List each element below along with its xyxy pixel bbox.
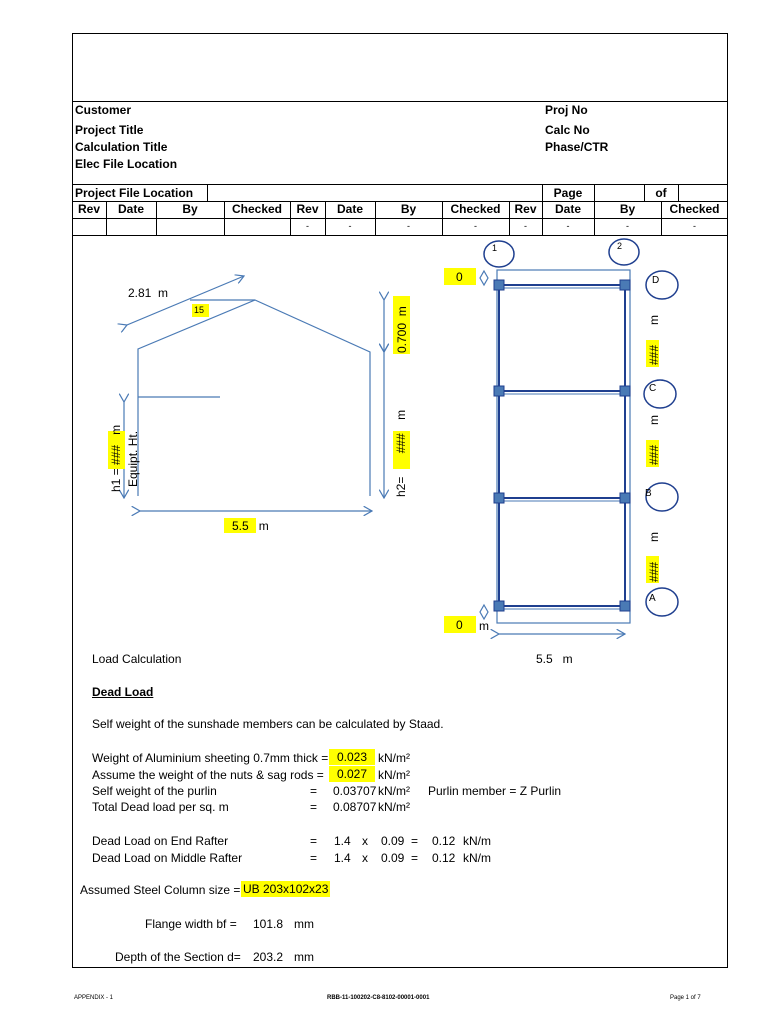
unit: kN/m²	[378, 751, 410, 765]
rev-col-header: Rev	[296, 202, 319, 216]
h2-dim	[394, 410, 408, 497]
date-col-header: Date	[117, 202, 144, 216]
equals: =	[411, 834, 419, 848]
bottom-offset-marker	[480, 605, 488, 619]
ridge-height-value: 0.700	[395, 322, 409, 353]
unit: m	[647, 531, 661, 542]
equals: =	[310, 834, 318, 848]
row-label-d: D	[652, 275, 660, 286]
unit: m	[479, 619, 489, 633]
date-cell: -	[566, 221, 570, 231]
column-nodes	[494, 280, 630, 611]
checked-col-header: Checked	[669, 202, 720, 216]
footer-appendix: APPENDIX - 1	[74, 995, 114, 1001]
load-calc-heading: Load Calculation	[92, 652, 182, 666]
load: 0.09	[381, 834, 405, 848]
row-label-c: C	[649, 383, 657, 394]
h1-dim	[109, 425, 123, 492]
bottom-offset-value: 0	[456, 618, 463, 632]
rafter-length	[128, 286, 168, 300]
ridge-height	[395, 306, 409, 353]
by-cell: -	[626, 221, 629, 231]
unit: m	[158, 286, 169, 300]
footer-doc-number: RBB-11-100202-C8-8102-00001-0001	[327, 995, 430, 1001]
unit: m	[647, 414, 661, 425]
load: 0.09	[381, 851, 405, 865]
checked-cell: -	[474, 221, 477, 231]
of-label: of	[655, 186, 667, 200]
project-title-label: Project Title	[75, 123, 144, 137]
plan-drawing	[444, 239, 678, 634]
rev-cell: -	[306, 221, 309, 231]
grid-label-2: 2	[617, 241, 623, 251]
times: x	[362, 834, 368, 848]
self-weight-note: Self weight of the sunshade members can be calculated by Staad.	[92, 717, 444, 731]
by-col-header: By	[400, 202, 417, 216]
plan-purlins	[499, 288, 625, 609]
end-rafter-result: 0.12	[432, 834, 456, 848]
bay-spacing	[647, 315, 661, 365]
end-rafter-label: Dead Load on End Rafter	[92, 834, 229, 848]
row-label-a: A	[649, 593, 656, 604]
elevation-drawing	[124, 276, 384, 511]
grid-label-1: 1	[492, 243, 498, 253]
equals: =	[411, 851, 419, 865]
building-outline	[138, 300, 370, 496]
column-size-label: Assumed Steel Column size =	[80, 883, 241, 897]
total-dead-load-value: 0.08707	[333, 800, 377, 814]
total-dead-load-label: Total Dead load per sq. m	[92, 800, 229, 814]
footer-page: Page 1 of 7	[670, 995, 701, 1001]
unit: kN/m²	[378, 784, 410, 798]
unit: m	[647, 314, 661, 325]
bay-spacing	[647, 415, 661, 465]
unit: m	[258, 519, 269, 533]
purlin-weight-value: 0.03707	[333, 784, 377, 798]
project-file-location-label: Project File Location	[75, 186, 194, 200]
section-depth-label: Depth of the Section d=	[115, 950, 241, 964]
unit: kN/m	[463, 851, 491, 865]
h2-label: h2=	[394, 476, 408, 497]
by-cell: -	[407, 221, 410, 231]
plan-outline	[497, 270, 630, 623]
dead-load-heading: Dead Load	[92, 685, 154, 699]
factor: 1.4	[334, 851, 351, 865]
by-col-header: By	[619, 202, 636, 216]
equals: =	[310, 851, 318, 865]
nuts-weight-label: Assume the weight of the nuts & sag rods =	[92, 768, 324, 782]
sheeting-weight-label: Weight of Aluminium sheeting 0.7mm thick =	[92, 751, 329, 765]
rev-col-header: Rev	[514, 202, 537, 216]
h2-value: ###	[394, 433, 408, 454]
angle-value: 15	[194, 305, 205, 315]
unit: kN/m²	[378, 768, 410, 782]
purlin-weight-label: Self weight of the purlin	[92, 784, 217, 798]
nuts-weight-value: 0.027	[329, 766, 375, 782]
rafter-length-value: 2.81	[128, 286, 152, 300]
plan-frame	[499, 285, 625, 606]
sheeting-weight-value: 0.023	[329, 749, 375, 765]
checked-col-header: Checked	[231, 202, 283, 216]
bay-spacing-value: ###	[647, 561, 661, 582]
unit: m	[109, 424, 123, 435]
date-cell: -	[348, 221, 352, 231]
equals: =	[310, 800, 318, 814]
times: x	[362, 851, 368, 865]
customer-label: Customer	[75, 103, 132, 117]
unit: mm	[294, 917, 314, 931]
elec-file-location-label: Elec File Location	[75, 157, 178, 171]
page-label: Page	[553, 186, 583, 200]
section-depth-value: 203.2	[253, 950, 284, 964]
equipment-height-label: Equipt. Ht.	[126, 430, 140, 487]
column-size-value: UB 203x102x23	[243, 882, 329, 896]
span-dim	[232, 519, 269, 533]
row-label-b: B	[645, 488, 652, 499]
bay-spacing-value: ###	[647, 444, 661, 465]
calc-no-label: Calc No	[545, 123, 590, 137]
factor: 1.4	[334, 834, 351, 848]
span-value: 5.5	[232, 519, 249, 533]
unit: kN/m²	[378, 800, 410, 814]
phase-label: Phase/CTR	[545, 140, 609, 154]
unit: m	[394, 409, 408, 420]
checked-col-header: Checked	[450, 202, 501, 216]
proj-no-label: Proj No	[545, 103, 588, 117]
equals: =	[310, 784, 318, 798]
rev-col-header: Rev	[77, 202, 100, 216]
unit: m	[395, 306, 409, 317]
bay-spacing-value: ###	[647, 344, 661, 365]
h1-label: h1 =	[109, 468, 123, 492]
date-col-header: Date	[336, 202, 363, 216]
bay-spacing	[647, 532, 661, 582]
middle-rafter-label: Dead Load on Middle Rafter	[92, 851, 243, 865]
middle-rafter-result: 0.12	[432, 851, 456, 865]
purlin-member: Purlin member = Z Purlin	[428, 784, 562, 798]
h1-value: ###	[109, 444, 123, 465]
by-col-header: By	[182, 202, 198, 216]
unit: mm	[294, 950, 314, 964]
rev-cell: -	[524, 221, 527, 231]
checked-cell: -	[693, 221, 696, 231]
date-col-header: Date	[554, 202, 581, 216]
flange-width-label: Flange width bf =	[145, 917, 237, 931]
flange-width-value: 101.8	[253, 917, 284, 931]
unit: kN/m	[463, 834, 491, 848]
plan-width-label: 5.5 m	[536, 652, 573, 666]
top-offset-marker	[480, 271, 488, 285]
top-offset-value: 0	[456, 270, 463, 284]
calculation-title-label: Calculation Title	[75, 140, 168, 154]
